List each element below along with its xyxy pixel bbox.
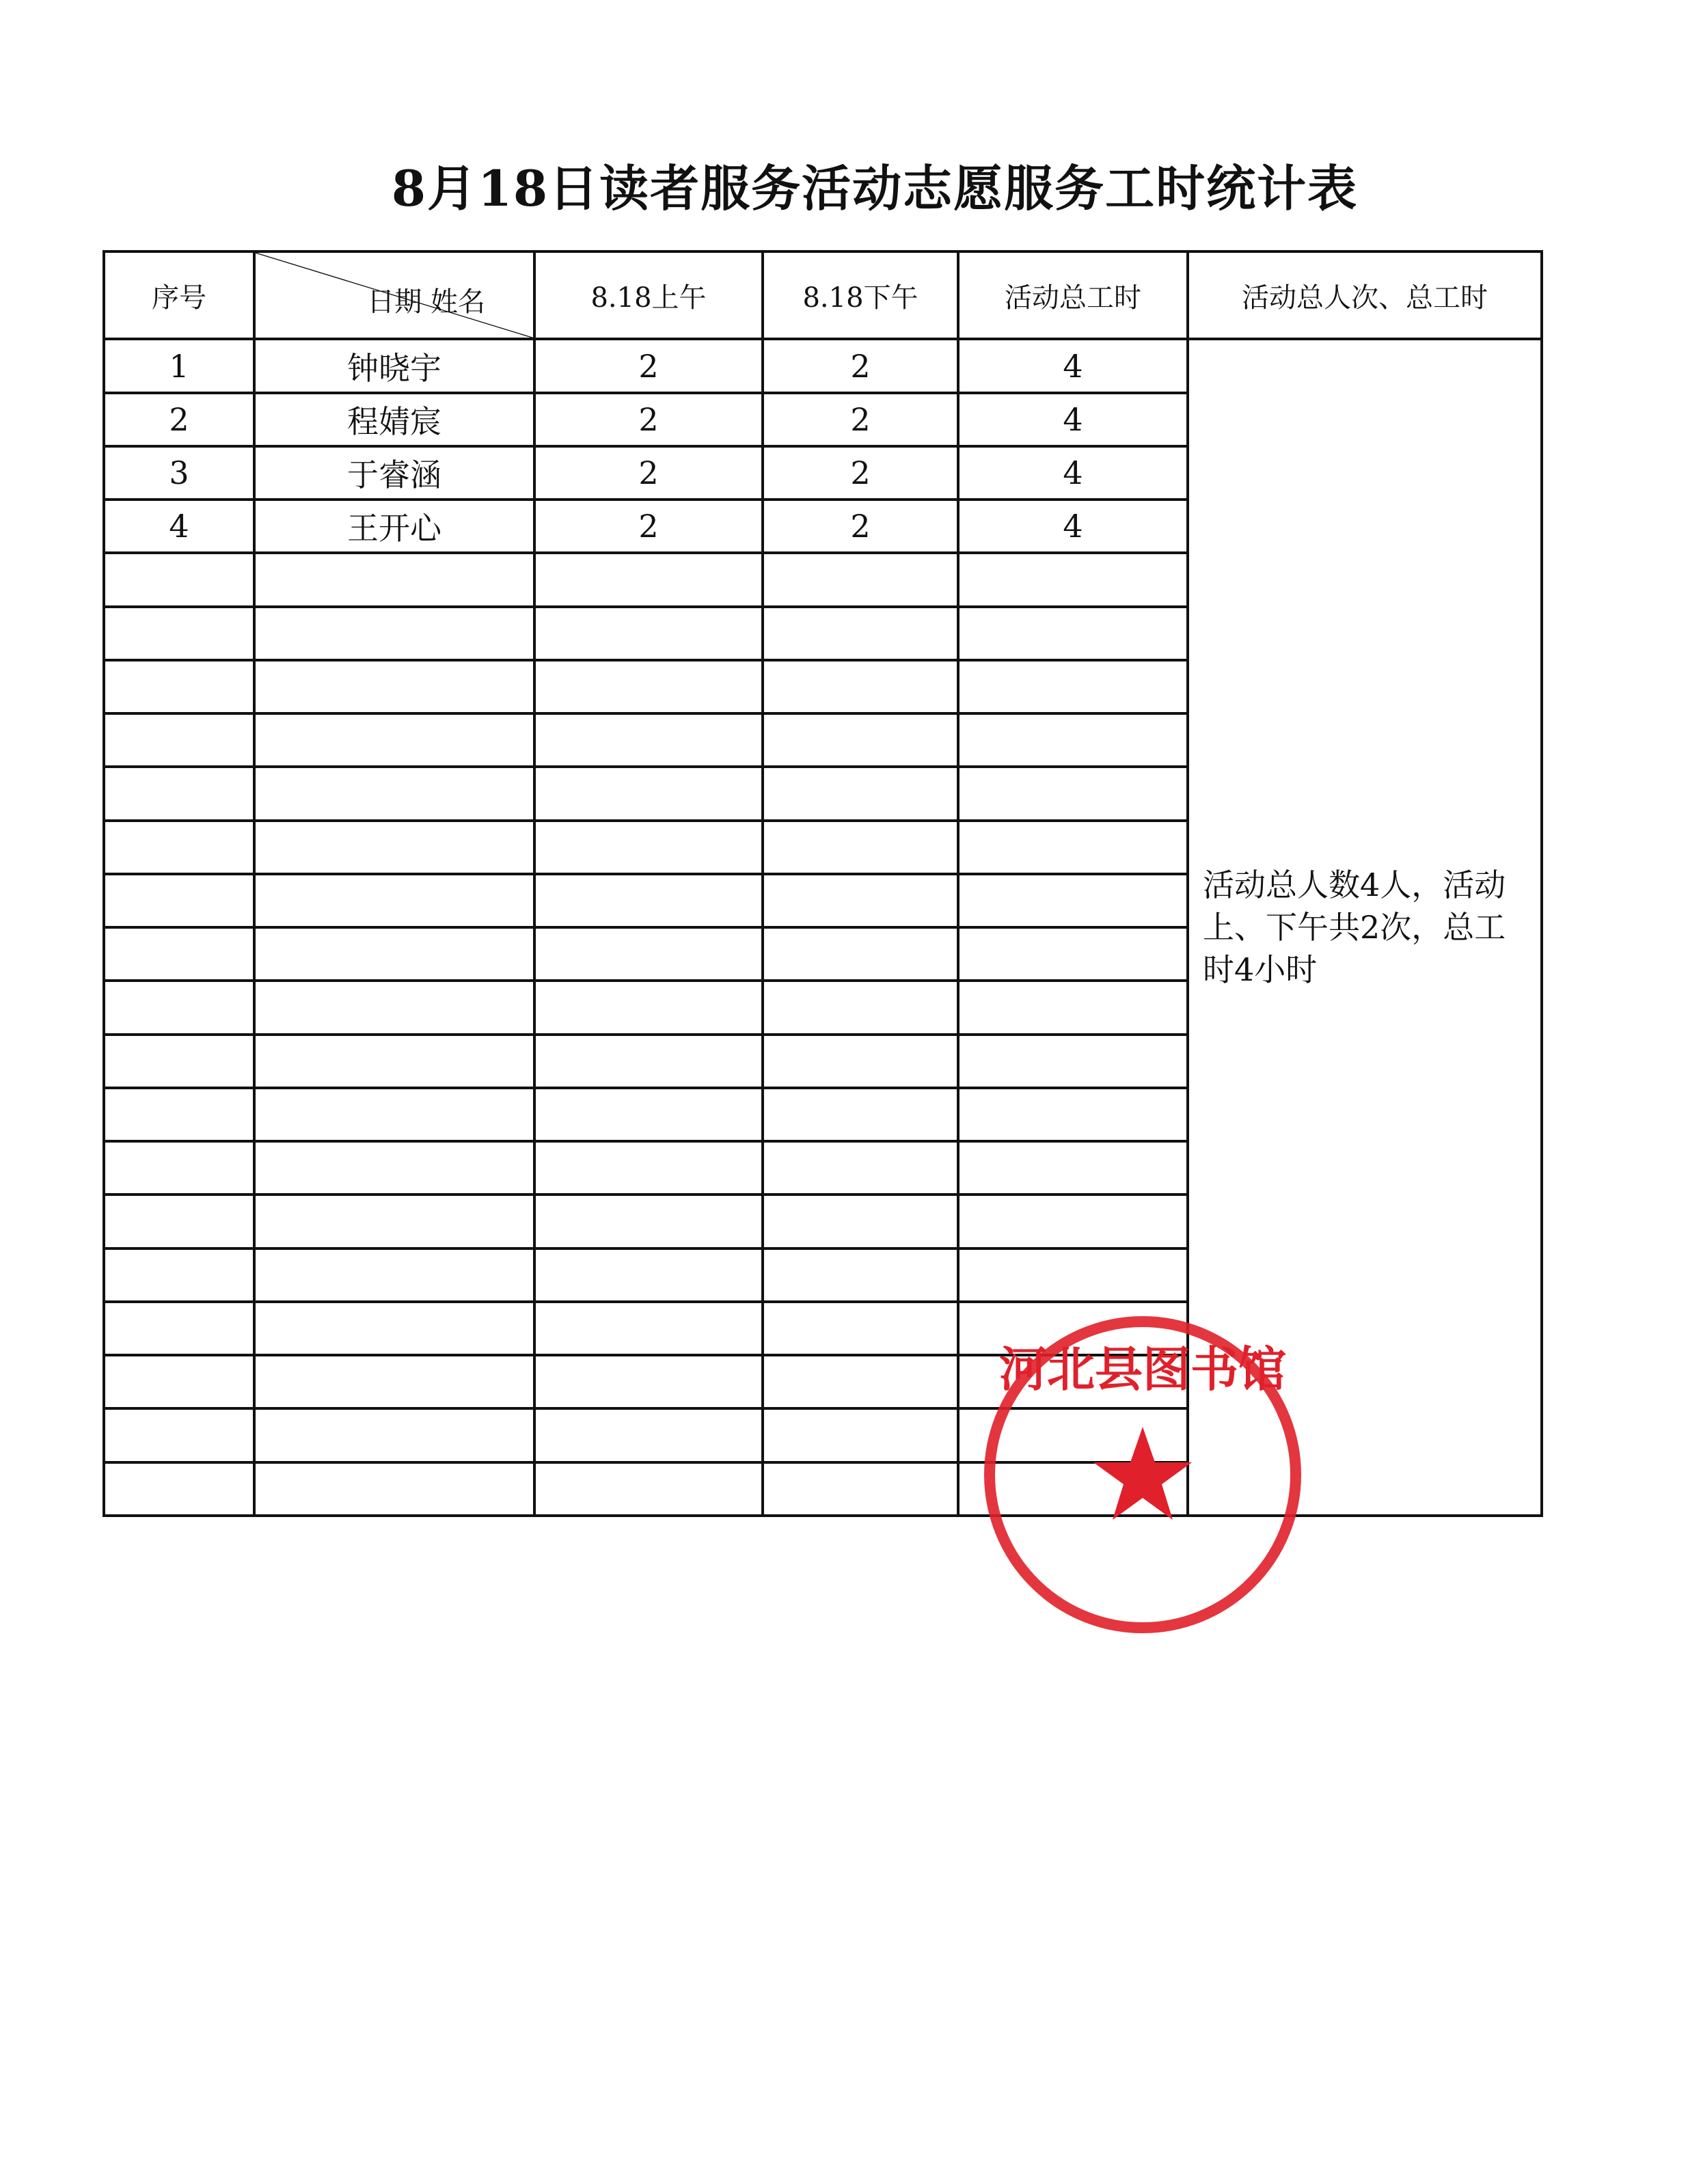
cell-name (254, 1408, 534, 1462)
cell-pm: 2 (763, 446, 958, 500)
cell-am (534, 1462, 763, 1516)
seal-text: 河北县图书馆 (999, 1341, 1286, 1397)
header-hours: 活动总工时 (958, 251, 1188, 339)
cell-pm (763, 1088, 958, 1141)
cell-hours (958, 1248, 1188, 1302)
cell-am (534, 927, 763, 981)
cell-am (534, 1408, 763, 1462)
cell-name (254, 1462, 534, 1516)
cell-hours (958, 607, 1188, 660)
cell-pm (763, 821, 958, 874)
cell-am: 2 (534, 393, 763, 446)
cell-pm (763, 660, 958, 713)
cell-am: 2 (534, 500, 763, 553)
header-date-name (254, 251, 534, 339)
header-total: 活动总人次、总工时 (1188, 251, 1542, 339)
cell-seq: 4 (104, 500, 254, 553)
cell-name (254, 981, 534, 1034)
cell-pm (763, 1141, 958, 1195)
volunteer-hours-table (103, 250, 1543, 1517)
cell-hours (958, 1195, 1188, 1248)
cell-seq (104, 1195, 254, 1248)
cell-name (254, 1141, 534, 1195)
cell-seq (104, 713, 254, 767)
cell-name (254, 1088, 534, 1141)
cell-pm: 2 (763, 339, 958, 392)
cell-seq (104, 1141, 254, 1195)
cell-seq: 3 (104, 446, 254, 500)
cell-name (254, 821, 534, 874)
page-title: 8月18日读者服务活动志愿服务工时统计表 (391, 159, 1359, 217)
cell-seq (104, 927, 254, 981)
cell-name (254, 607, 534, 660)
cell-am (534, 1141, 763, 1195)
cell-name (254, 1195, 534, 1248)
cell-pm (763, 1462, 958, 1516)
header-date: 日期 (367, 286, 422, 318)
cell-am (534, 767, 763, 820)
cell-am (534, 1035, 763, 1088)
cell-am (534, 1248, 763, 1302)
cell-pm: 2 (763, 500, 958, 553)
cell-name: 王开心 (254, 500, 534, 553)
header-pm: 8.18下午 (763, 251, 958, 339)
cell-pm: 2 (763, 393, 958, 446)
cell-pm (763, 927, 958, 981)
cell-hours: 4 (958, 446, 1188, 500)
cell-hours (958, 1088, 1188, 1141)
header-name: 姓名 (431, 286, 485, 318)
cell-am (534, 821, 763, 874)
cell-am (534, 553, 763, 606)
cell-am: 2 (534, 339, 763, 392)
official-seal (979, 1311, 1307, 1639)
cell-pm (763, 553, 958, 606)
cell-am (534, 1355, 763, 1408)
table-row (104, 339, 1542, 392)
cell-pm (763, 1408, 958, 1462)
cell-am (534, 874, 763, 927)
cell-am (534, 660, 763, 713)
cell-pm (763, 1195, 958, 1248)
cell-seq: 1 (104, 339, 254, 392)
header-am: 8.18上午 (534, 251, 763, 339)
cell-hours (958, 981, 1188, 1034)
cell-am (534, 713, 763, 767)
cell-seq (104, 1462, 254, 1516)
cell-hours (958, 821, 1188, 874)
cell-am (534, 981, 763, 1034)
cell-pm (763, 1248, 958, 1302)
header-seq: 序号 (104, 251, 254, 339)
cell-am: 2 (534, 446, 763, 500)
cell-seq: 2 (104, 393, 254, 446)
cell-name (254, 553, 534, 606)
cell-name: 钟晓宇 (254, 339, 534, 392)
cell-name (254, 713, 534, 767)
cell-seq (104, 1355, 254, 1408)
cell-hours (958, 553, 1188, 606)
cell-name (254, 660, 534, 713)
cell-am (534, 1195, 763, 1248)
cell-seq (104, 1302, 254, 1355)
cell-name (254, 1355, 534, 1408)
cell-seq (104, 607, 254, 660)
cell-seq (104, 767, 254, 820)
cell-pm (763, 713, 958, 767)
cell-hours (958, 927, 1188, 981)
cell-seq (104, 553, 254, 606)
cell-seq (104, 1248, 254, 1302)
cell-hours (958, 767, 1188, 820)
cell-pm (763, 1355, 958, 1408)
cell-pm (763, 607, 958, 660)
cell-seq (104, 1088, 254, 1141)
table-header-row (104, 251, 1542, 339)
cell-pm (763, 874, 958, 927)
header-date-name-labels (367, 280, 485, 319)
cell-hours: 4 (958, 339, 1188, 392)
cell-pm (763, 767, 958, 820)
cell-name (254, 1248, 534, 1302)
cell-pm (763, 1302, 958, 1355)
cell-name (254, 1035, 534, 1088)
cell-seq (104, 874, 254, 927)
cell-seq (104, 660, 254, 713)
cell-hours (958, 1141, 1188, 1195)
cell-name: 程婧宸 (254, 393, 534, 446)
cell-am (534, 1302, 763, 1355)
cell-seq (104, 1035, 254, 1088)
cell-hours (958, 713, 1188, 767)
cell-hours (958, 1035, 1188, 1088)
cell-am (534, 607, 763, 660)
cell-hours: 4 (958, 393, 1188, 446)
cell-pm (763, 981, 958, 1034)
cell-name (254, 874, 534, 927)
cell-seq (104, 821, 254, 874)
cell-seq (104, 981, 254, 1034)
cell-seq (104, 1408, 254, 1462)
cell-pm (763, 1035, 958, 1088)
cell-hours (958, 874, 1188, 927)
cell-name: 于睿涵 (254, 446, 534, 500)
cell-name (254, 927, 534, 981)
cell-name (254, 1302, 534, 1355)
cell-name (254, 767, 534, 820)
summary-cell: 活动总人数4人，活动上、下午共2次，总工时4小时 (1188, 339, 1542, 1516)
cell-hours (958, 660, 1188, 713)
star-icon (1093, 1427, 1192, 1520)
cell-am (534, 1088, 763, 1141)
cell-hours: 4 (958, 500, 1188, 553)
